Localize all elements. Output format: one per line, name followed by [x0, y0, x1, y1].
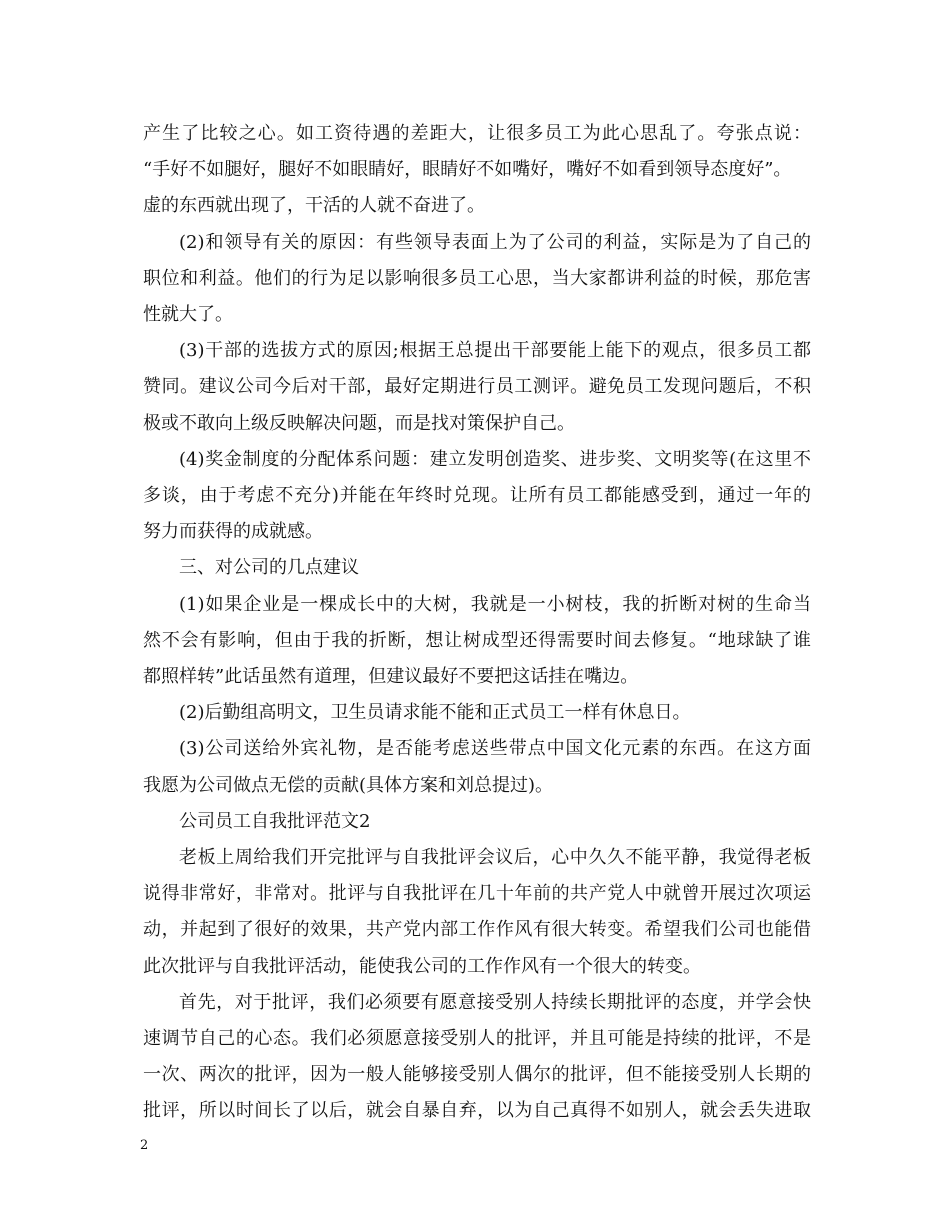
text-line: 赞同。建议公司今后对干部，最好定期进行员工测评。避免员工发现问题后，不积: [143, 376, 811, 398]
text-line: 一次、两次的批评，因为一般人能够接受别人偶尔的批评，但不能接受别人长期的: [143, 1064, 811, 1086]
text-line: 产生了比较之心。如工资待遇的差距大，让很多员工为此心思乱了。夸张点说：: [143, 123, 811, 144]
text-line: “手好不如腿好，腿好不如眼睛好，眼睛好不如嘴好，嘴好不如看到领导态度好”。: [143, 159, 792, 181]
text-line: (2)和领导有关的原因：有些领导表面上为了公司的利益，实际是为了自己的: [179, 231, 811, 253]
text-line: 说得非常好，非常对。批评与自我批评在几十年前的共产党人中就曾开展过次项运: [143, 883, 811, 905]
text-line: 老板上周给我们开完批评与自我批评会议后，心中久久不能平静，我觉得老板: [179, 847, 811, 869]
text-line: 批评，所以时间长了以后，就会自暴自弃，以为自己真得不如别人，就会丢失进取: [143, 1100, 811, 1122]
text-line: 此次批评与自我批评活动，能使我公司的工作作风有一个很大的转变。: [143, 955, 701, 977]
text-line: 动，并起到了很好的效果，共产党内部工作作风有很大转变。希望我们公司也能借: [143, 919, 811, 941]
text-line: 性就大了。: [143, 304, 233, 326]
text-line: (4)奖金制度的分配体系问题：建立发明创造奖、进步奖、文明奖等(在这里不: [179, 448, 811, 470]
page-number: 2: [140, 1138, 149, 1153]
text-line: 三、对公司的几点建议: [179, 557, 359, 579]
text-line: 职位和利益。他们的行为足以影响很多员工心思，当大家都讲利益的时候，那危害: [143, 267, 811, 289]
text-line: 努力而获得的成就感。: [143, 521, 323, 543]
text-line: (2)后勤组高明文，卫生员请求能不能和正式员工一样有休息日。: [179, 702, 691, 724]
text-line: (3)干部的选拔方式的原因;根据王总提出干部要能上能下的观点，很多员工都: [179, 340, 811, 362]
text-line: 虚的东西就出现了，干活的人就不奋进了。: [143, 195, 485, 217]
text-line: 速调节自己的心态。我们必须愿意接受别人的批评，并且可能是持续的批评，不是: [143, 1028, 811, 1050]
text-line: 我愿为公司做点无偿的贡献(具体方案和刘总提过)。: [143, 774, 554, 796]
text-line: 首先，对于批评，我们必须要有愿意接受别人持续长期批评的态度，并学会快: [179, 991, 811, 1013]
text-line: 公司员工自我批评范文2: [179, 810, 371, 832]
text-line: 都照样转”此话虽然有道理，但建议最好不要把这话挂在嘴边。: [143, 666, 639, 688]
text-line: 然不会有影响，但由于我的折断，想让树成型还得需要时间去修复。“地球缺了谁: [143, 629, 811, 651]
document-body: [143, 116, 811, 1130]
text-line: 极或不敢向上级反映解决问题，而是找对策保护自己。: [143, 412, 575, 434]
text-line: (1)如果企业是一棵成长中的大树，我就是一小树枝，我的折断对树的生命当: [179, 593, 811, 615]
text-line: 多谈，由于考虑不充分)并能在年终时兑现。让所有员工都能感受到，通过一年的: [143, 485, 811, 507]
text-line: (3)公司送给外宾礼物，是否能考虑送些带点中国文化元素的东西。在这方面: [179, 738, 811, 760]
